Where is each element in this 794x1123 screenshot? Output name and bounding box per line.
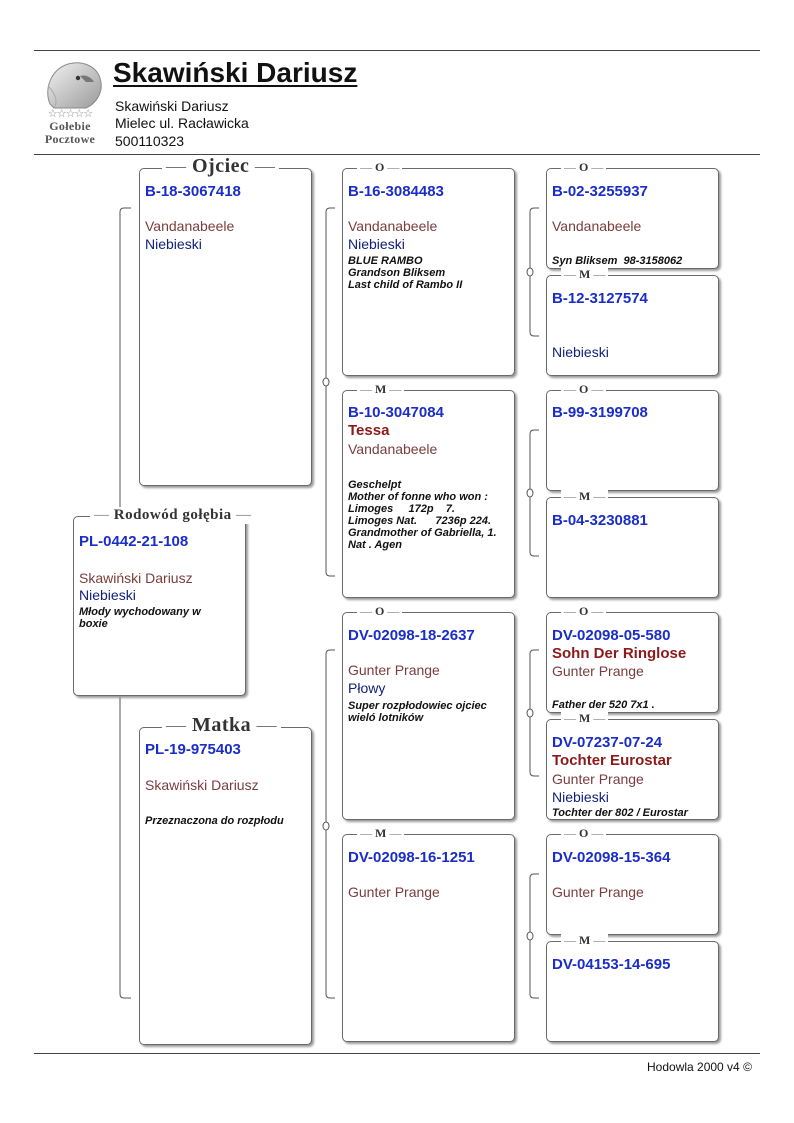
ff-breeder: Vandanabeele bbox=[348, 218, 438, 234]
fff-breeder: Vandanabeele bbox=[552, 218, 642, 234]
father-label: — Ojciec — bbox=[162, 155, 279, 177]
mfm-name: Tochter Eurostar bbox=[552, 752, 672, 769]
mff-name: Sohn Der Ringlose bbox=[552, 645, 687, 662]
mmf-box[interactable] bbox=[546, 826, 719, 935]
fm-note-line1: Geschelpt bbox=[348, 479, 402, 491]
owner-name: Skawiński Dariusz bbox=[115, 98, 229, 114]
mm-label: — M — bbox=[357, 826, 404, 840]
fff-ring: B-02-3255937 bbox=[552, 183, 648, 200]
father-breeder: Vandanabeele bbox=[145, 218, 235, 234]
mmf-ring: DV-02098-15-364 bbox=[552, 849, 671, 866]
fff-note: Syn Bliksem 98-3158062 bbox=[552, 255, 683, 267]
mother-note: Przeznaczona do rozpłodu bbox=[145, 815, 284, 827]
stars-icon: ☆☆☆☆☆ bbox=[47, 108, 93, 120]
pigeon-breeder: Skawiński Dariusz bbox=[79, 570, 193, 586]
mff-ring: DV-02098-05-580 bbox=[552, 627, 671, 644]
fm-label: — M — bbox=[357, 382, 404, 396]
mfm-box[interactable] bbox=[546, 711, 719, 820]
mf-note-line2: wieló lotników bbox=[348, 712, 424, 724]
page-title: Skawiński Dariusz bbox=[113, 57, 358, 88]
fm-breeder: Vandanabeele bbox=[348, 441, 438, 457]
logo-text-line2: Pocztowe bbox=[44, 132, 96, 146]
pigeon-ring: PL-0442-21-108 bbox=[79, 533, 189, 550]
fm-note-line3: Limoges 172p 7. bbox=[348, 503, 455, 515]
fm-ring: B-10-3047084 bbox=[348, 404, 444, 421]
mm-box[interactable] bbox=[342, 826, 515, 1042]
mm-ring: DV-02098-16-1251 bbox=[348, 849, 475, 866]
mff-breeder: Gunter Prange bbox=[552, 663, 644, 679]
pigeon-box[interactable] bbox=[73, 507, 252, 696]
mm-breeder: Gunter Prange bbox=[348, 884, 440, 900]
ffm-label: — M — bbox=[561, 267, 608, 281]
mmm-label: — M — bbox=[561, 933, 608, 947]
fm-note-line4: Limoges Nat. 7236p 224. bbox=[348, 515, 492, 527]
mf-color: Płowy bbox=[348, 680, 386, 696]
fm-note-line5: Grandmother of Gabriella, 1. bbox=[348, 527, 497, 539]
fmm-box[interactable] bbox=[546, 489, 719, 598]
owner-id: 500110323 bbox=[115, 133, 185, 149]
pigeon-note-line2: boxie bbox=[79, 618, 108, 630]
fmm-ring: B-04-3230881 bbox=[552, 512, 648, 529]
mmf-label: — O — bbox=[561, 826, 606, 840]
pigeon-note-line1: Młody wychodowany w bbox=[79, 606, 201, 618]
mother-box[interactable] bbox=[139, 714, 312, 1045]
ff-ring: B-16-3084483 bbox=[348, 183, 444, 200]
mff-note: Father der 520 7x1 . bbox=[552, 699, 655, 711]
ffm-color: Niebieski bbox=[552, 344, 609, 360]
mother-ring: PL-19-975403 bbox=[145, 741, 241, 758]
mf-label: — O — bbox=[357, 604, 402, 618]
mf-box[interactable] bbox=[342, 604, 515, 820]
mf-ring: DV-02098-18-2637 bbox=[348, 627, 475, 644]
fmf-box[interactable] bbox=[546, 382, 719, 491]
fmf-ring: B-99-3199708 bbox=[552, 404, 648, 421]
fm-name: Tessa bbox=[348, 422, 390, 439]
mmm-ring: DV-04153-14-695 bbox=[552, 956, 671, 973]
pigeon-color: Niebieski bbox=[79, 587, 136, 603]
mmm-box[interactable] bbox=[546, 933, 719, 1042]
mfm-breeder: Gunter Prange bbox=[552, 771, 644, 787]
fmm-label: — M — bbox=[561, 489, 608, 503]
ff-note-line2: Grandson Bliksem bbox=[348, 267, 446, 279]
mf-note-line1: Super rozpłodowiec ojciec bbox=[348, 700, 487, 712]
ff-color: Niebieski bbox=[348, 236, 405, 252]
ff-box[interactable] bbox=[342, 160, 515, 376]
father-color: Niebieski bbox=[145, 236, 202, 252]
ff-note-line3: Last child of Rambo II bbox=[348, 279, 463, 291]
ff-label: — O — bbox=[357, 160, 402, 174]
fff-label: — O — bbox=[561, 160, 606, 174]
logo-text-line1: Gołebie bbox=[49, 119, 91, 133]
fm-note-line6: Nat . Agen bbox=[348, 539, 402, 551]
father-ring: B-18-3067418 bbox=[145, 183, 241, 200]
mfm-label: — M — bbox=[561, 711, 608, 725]
mfm-ring: DV-07237-07-24 bbox=[552, 734, 663, 751]
mother-label: — Matka — bbox=[162, 714, 281, 736]
mfm-note: Tochter der 802 / Eurostar bbox=[552, 807, 688, 819]
father-box[interactable] bbox=[139, 155, 312, 486]
mff-label: — O — bbox=[561, 604, 606, 618]
mf-breeder: Gunter Prange bbox=[348, 662, 440, 678]
ffm-ring: B-12-3127574 bbox=[552, 290, 648, 307]
ff-note-line1: BLUE RAMBO bbox=[348, 255, 423, 267]
pigeon-label: — Rodowód gołębia — bbox=[90, 507, 255, 524]
fmf-label: — O — bbox=[561, 382, 606, 396]
mff-box[interactable] bbox=[546, 604, 719, 713]
fm-note-line2: Mother of fonne who won : bbox=[348, 491, 488, 503]
owner-address: Mielec ul. Racławicka bbox=[115, 115, 249, 131]
fff-box[interactable] bbox=[546, 160, 719, 269]
ffm-box[interactable] bbox=[546, 267, 719, 376]
fm-box[interactable] bbox=[342, 382, 515, 598]
mfm-color: Niebieski bbox=[552, 789, 609, 805]
mother-breeder: Skawiński Dariusz bbox=[145, 777, 259, 793]
mmf-breeder: Gunter Prange bbox=[552, 884, 644, 900]
footer-text: Hodowla 2000 v4 © bbox=[647, 1060, 752, 1074]
